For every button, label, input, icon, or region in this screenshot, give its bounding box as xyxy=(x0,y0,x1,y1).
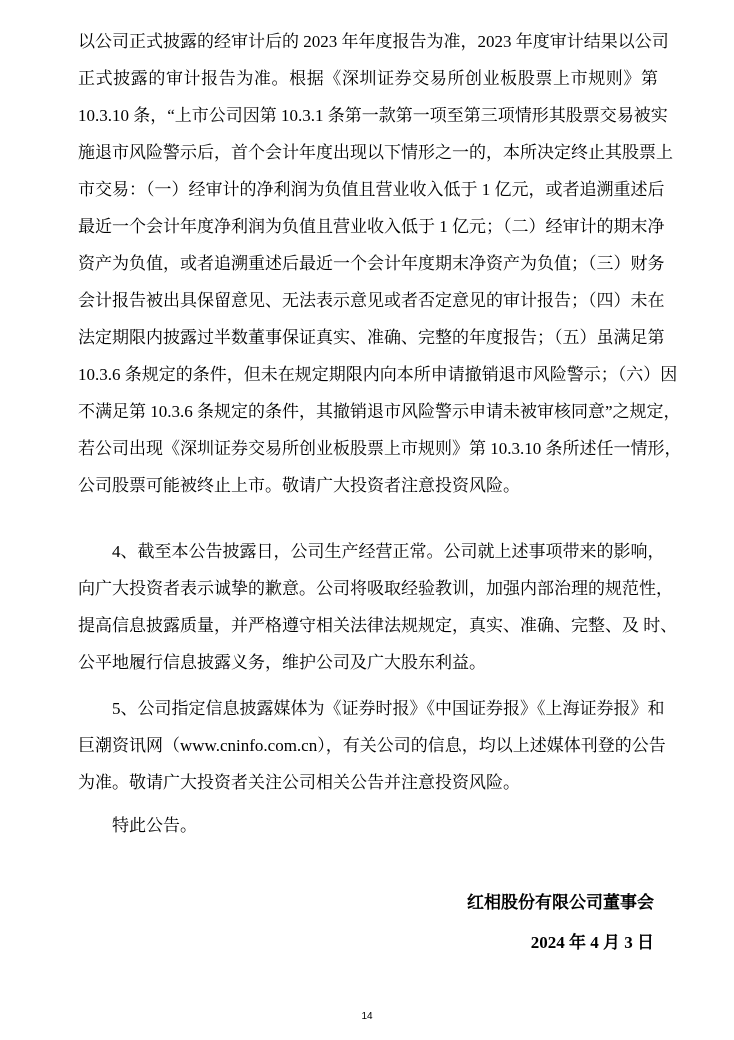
text-line: 施退市风险警示后，首个会计年度出现以下情形之一的，本所决定终止其股票上 xyxy=(78,143,673,162)
text-line: 会计报告被出具保留意见、无法表示意见或者否定意见的审计报告；（四）未在 xyxy=(78,291,665,310)
text-line: 4、截至本公告披露日，公司生产经营正常。公司就上述事项带来的影响， xyxy=(112,542,665,561)
text-line: 向广大投资者表示诚挚的歉意。公司将吸取经验教训，加强内部治理的规范性， xyxy=(78,579,673,598)
text-line: 10.3.10 条，“上市公司因第 10.3.1 条第一款第一项至第三项情形其股票交易被实 xyxy=(78,106,668,125)
text-line: 法定期限内披露过半数董事保证真实、准确、完整的年度报告；（五）虽满足第 xyxy=(78,328,665,347)
text-line: 正式披露的审计报告为准。根据《深圳证券交易所创业板股票上市规则》第 xyxy=(78,69,658,88)
text-line: 若公司出现《深圳证券交易所创业板股票上市规则》第 10.3.10 条所述任一情形， xyxy=(78,439,682,458)
text-line: 资产为负值，或者追溯重述后最近一个会计年度期末净资产为负值；（三）财务 xyxy=(78,254,665,273)
text-line: 巨潮资讯网（www.cninfo.com.cn），有关公司的信息，均以上述媒体刊登的公告 xyxy=(78,736,666,755)
signature-company: 红相股份有限公司董事会 xyxy=(467,893,654,912)
text-line: 公司股票可能被终止上市。敬请广大投资者注意投资风险。 xyxy=(78,476,520,495)
signature-date: 2024 年 4 月 3 日 xyxy=(530,933,654,952)
text-line: 最近一个会计年度净利润为负值且营业收入低于 1 亿元；（二）经审计的期末净 xyxy=(78,217,665,236)
text-line: 以公司正式披露的经审计后的 2023 年年度报告为准，2023 年度审计结果以公司 xyxy=(78,32,669,51)
text-line: 10.3.6 条规定的条件，但未在规定期限内向本所申请撤销退市风险警示；（六）因 xyxy=(78,365,678,384)
text-line: 不满足第 10.3.6 条规定的条件，其撤销退市风险警示申请未被审核同意”之规定， xyxy=(78,402,681,421)
page-number: 14 xyxy=(361,1011,373,1022)
text-line: 市交易：（一）经审计的净利润为负值且营业收入低于 1 亿元，或者追溯重述后 xyxy=(78,180,665,199)
text-line: 为准。敬请广大投资者关注公司相关公告并注意投资风险。 xyxy=(78,773,520,792)
text-line: 5、公司指定信息披露媒体为《证券时报》《中国证券报》《上海证券报》和 xyxy=(112,699,665,718)
closing-statement: 特此公告。 xyxy=(112,816,197,835)
text-line: 提高信息披露质量，并严格遵守相关法律法规规定，真实、准确、完整、及 时、 xyxy=(78,616,678,635)
text-line: 公平地履行信息披露义务，维护公司及广大股东利益。 xyxy=(78,653,486,672)
